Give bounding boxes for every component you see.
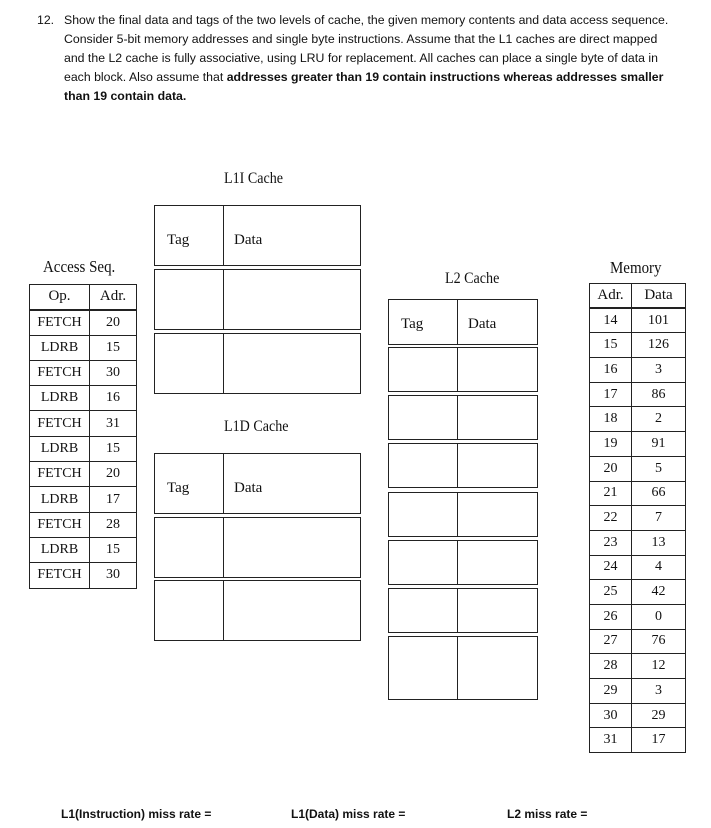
l2-cache-line[interactable]: [388, 443, 538, 488]
memory-adr: 22: [590, 506, 632, 531]
table-row: [30, 563, 137, 588]
l1d-cache-header-row: [154, 453, 361, 514]
table-row: [30, 386, 137, 411]
memory-adr: 17: [590, 382, 632, 407]
access-seq-table: [29, 284, 137, 589]
memory-adr: 31: [590, 728, 632, 753]
table-row: [590, 580, 686, 605]
question-text: [37, 11, 677, 106]
memory-adr: 29: [590, 679, 632, 704]
access-op: LDRB: [30, 436, 90, 461]
memory-caption: Memory: [610, 258, 662, 277]
l2-tag-cell[interactable]: [389, 396, 458, 439]
access-seq-caption: Access Seq.: [43, 257, 116, 276]
access-seq-adr-header: Adr.: [90, 285, 137, 310]
memory-adr: 24: [590, 555, 632, 580]
table-row: [30, 537, 137, 562]
l2-data-cell[interactable]: [458, 637, 468, 699]
l2-tag-cell[interactable]: [389, 637, 458, 699]
l2-data-cell[interactable]: [458, 589, 468, 632]
memory-data: 86: [632, 382, 686, 407]
l1d-cache-line[interactable]: [154, 580, 361, 641]
table-row: [30, 487, 137, 512]
table-row: [30, 335, 137, 360]
access-adr: 28: [90, 512, 137, 537]
l2-cache-line[interactable]: [388, 636, 538, 700]
table-row: [590, 703, 686, 728]
memory-adr: 16: [590, 358, 632, 383]
l1i-cache: [154, 205, 361, 402]
table-row: [30, 512, 137, 537]
table-row: [590, 728, 686, 753]
l2-cache-caption: L2 Cache: [445, 270, 500, 287]
table-row: [590, 333, 686, 358]
memory-data: 13: [632, 530, 686, 555]
l2-tag-cell[interactable]: [389, 444, 458, 487]
question-number: 12.: [37, 13, 55, 27]
memory-adr: 18: [590, 407, 632, 432]
l1i-tag-header: Tag: [155, 206, 224, 265]
l2-tag-header: Tag: [389, 300, 458, 344]
l1d-cache: [154, 453, 361, 643]
l2-data-cell[interactable]: [458, 541, 468, 584]
memory-adr: 30: [590, 703, 632, 728]
memory-adr: 23: [590, 530, 632, 555]
memory-table: [589, 283, 686, 753]
access-adr: 30: [90, 563, 137, 588]
l1i-data-cell[interactable]: [224, 270, 234, 329]
access-adr: 15: [90, 335, 137, 360]
table-row: [590, 604, 686, 629]
l2-cache-line[interactable]: [388, 588, 538, 633]
l1i-data-cell[interactable]: [224, 334, 234, 393]
l1d-data-cell[interactable]: [224, 518, 234, 577]
memory-adr: 20: [590, 456, 632, 481]
l1d-cache-caption: L1D Cache: [224, 418, 289, 435]
access-op: FETCH: [30, 411, 90, 436]
table-row: [590, 679, 686, 704]
question-text-bold: addresses greater than 19 contain instructions whereas addresses smaller than 19 contain data.: [64, 70, 664, 103]
l1i-miss-rate-label: L1(Instruction) miss rate =: [61, 807, 212, 821]
l2-tag-cell[interactable]: [389, 589, 458, 632]
l2-cache-line[interactable]: [388, 540, 538, 585]
table-row: [30, 310, 137, 335]
access-op: LDRB: [30, 335, 90, 360]
l2-data-header: Data: [468, 316, 497, 332]
l1d-miss-rate-label: L1(Data) miss rate =: [291, 807, 406, 821]
question-body: [64, 11, 677, 106]
l2-data-cell[interactable]: [458, 444, 468, 487]
access-adr: 15: [90, 436, 137, 461]
table-row: [590, 481, 686, 506]
l1d-tag-header: Tag: [155, 454, 224, 513]
access-op: LDRB: [30, 537, 90, 562]
memory-adr: 15: [590, 333, 632, 358]
access-adr: 16: [90, 386, 137, 411]
memory-adr: 14: [590, 308, 632, 333]
access-seq-op-header: Op.: [30, 285, 90, 310]
memory-data: 12: [632, 654, 686, 679]
memory-data: 66: [632, 481, 686, 506]
memory-data: 2: [632, 407, 686, 432]
question-text-regular: Show the final data and tags of the two levels of cache, the given memory contents and data access sequence. Consider 5-bit memory addresses and single byte instructions. Assume that the L1 caches are direct mapped and the L2 cache is fully associative, using LRU for replacement. All caches can place a single byte of data in each block. Also assume that: [64, 13, 669, 84]
memory-adr: 27: [590, 629, 632, 654]
l1i-cache-line[interactable]: [154, 269, 361, 330]
access-op: LDRB: [30, 386, 90, 411]
memory-data-header: Data: [632, 284, 686, 309]
access-adr: 20: [90, 462, 137, 487]
memory-data: 126: [632, 333, 686, 358]
table-row: [590, 407, 686, 432]
l2-cache-line[interactable]: [388, 347, 538, 392]
memory-adr: 25: [590, 580, 632, 605]
l1d-data-header: Data: [234, 480, 263, 496]
table-row: [30, 462, 137, 487]
access-adr: 31: [90, 411, 137, 436]
l1d-tag-cell[interactable]: [155, 581, 224, 640]
l2-tag-cell[interactable]: [389, 348, 458, 391]
table-row: [30, 436, 137, 461]
l2-miss-rate-label: L2 miss rate =: [507, 807, 588, 821]
l2-tag-cell[interactable]: [389, 493, 458, 536]
access-adr: 30: [90, 360, 137, 385]
l1d-cache-line[interactable]: [154, 517, 361, 578]
memory-adr-header: Adr.: [590, 284, 632, 309]
table-row: [30, 360, 137, 385]
l1i-tag-cell[interactable]: [155, 270, 224, 329]
memory-adr: 19: [590, 432, 632, 457]
l1d-tag-cell[interactable]: [155, 518, 224, 577]
access-adr: 15: [90, 537, 137, 562]
table-row: [590, 432, 686, 457]
l2-cache: [388, 299, 538, 701]
memory-data: 3: [632, 679, 686, 704]
access-op: LDRB: [30, 487, 90, 512]
memory-data: 7: [632, 506, 686, 531]
table-row: [30, 411, 137, 436]
l2-cache-line[interactable]: [388, 395, 538, 440]
memory-data: 42: [632, 580, 686, 605]
table-row: [590, 654, 686, 679]
access-op: FETCH: [30, 360, 90, 385]
memory-data: 5: [632, 456, 686, 481]
table-row: [590, 629, 686, 654]
l1i-cache-line[interactable]: [154, 333, 361, 394]
l2-tag-cell[interactable]: [389, 541, 458, 584]
memory-data: 29: [632, 703, 686, 728]
access-adr: 20: [90, 310, 137, 335]
access-op: FETCH: [30, 563, 90, 588]
table-row: [590, 456, 686, 481]
access-op: FETCH: [30, 512, 90, 537]
table-row: [590, 382, 686, 407]
memory-data: 17: [632, 728, 686, 753]
table-row: [590, 358, 686, 383]
memory-adr: 28: [590, 654, 632, 679]
l2-cache-line[interactable]: [388, 492, 538, 537]
memory-data: 4: [632, 555, 686, 580]
memory-data: 0: [632, 604, 686, 629]
memory-adr: 21: [590, 481, 632, 506]
l1i-tag-cell[interactable]: [155, 334, 224, 393]
access-adr: 17: [90, 487, 137, 512]
memory-adr: 26: [590, 604, 632, 629]
l2-data-cell[interactable]: [458, 396, 468, 439]
table-row: [590, 308, 686, 333]
l2-data-cell[interactable]: [458, 493, 468, 536]
access-op: FETCH: [30, 462, 90, 487]
memory-data: 76: [632, 629, 686, 654]
l1i-cache-caption: L1I Cache: [224, 170, 284, 187]
table-row: [590, 555, 686, 580]
l2-data-cell[interactable]: [458, 348, 468, 391]
l1i-cache-header-row: [154, 205, 361, 266]
memory-data: 3: [632, 358, 686, 383]
l1d-data-cell[interactable]: [224, 581, 234, 640]
table-row: [590, 530, 686, 555]
memory-data: 91: [632, 432, 686, 457]
l1i-data-header: Data: [234, 232, 263, 248]
l2-cache-header-row: [388, 299, 538, 345]
access-op: FETCH: [30, 310, 90, 335]
memory-data: 101: [632, 308, 686, 333]
table-row: [590, 506, 686, 531]
